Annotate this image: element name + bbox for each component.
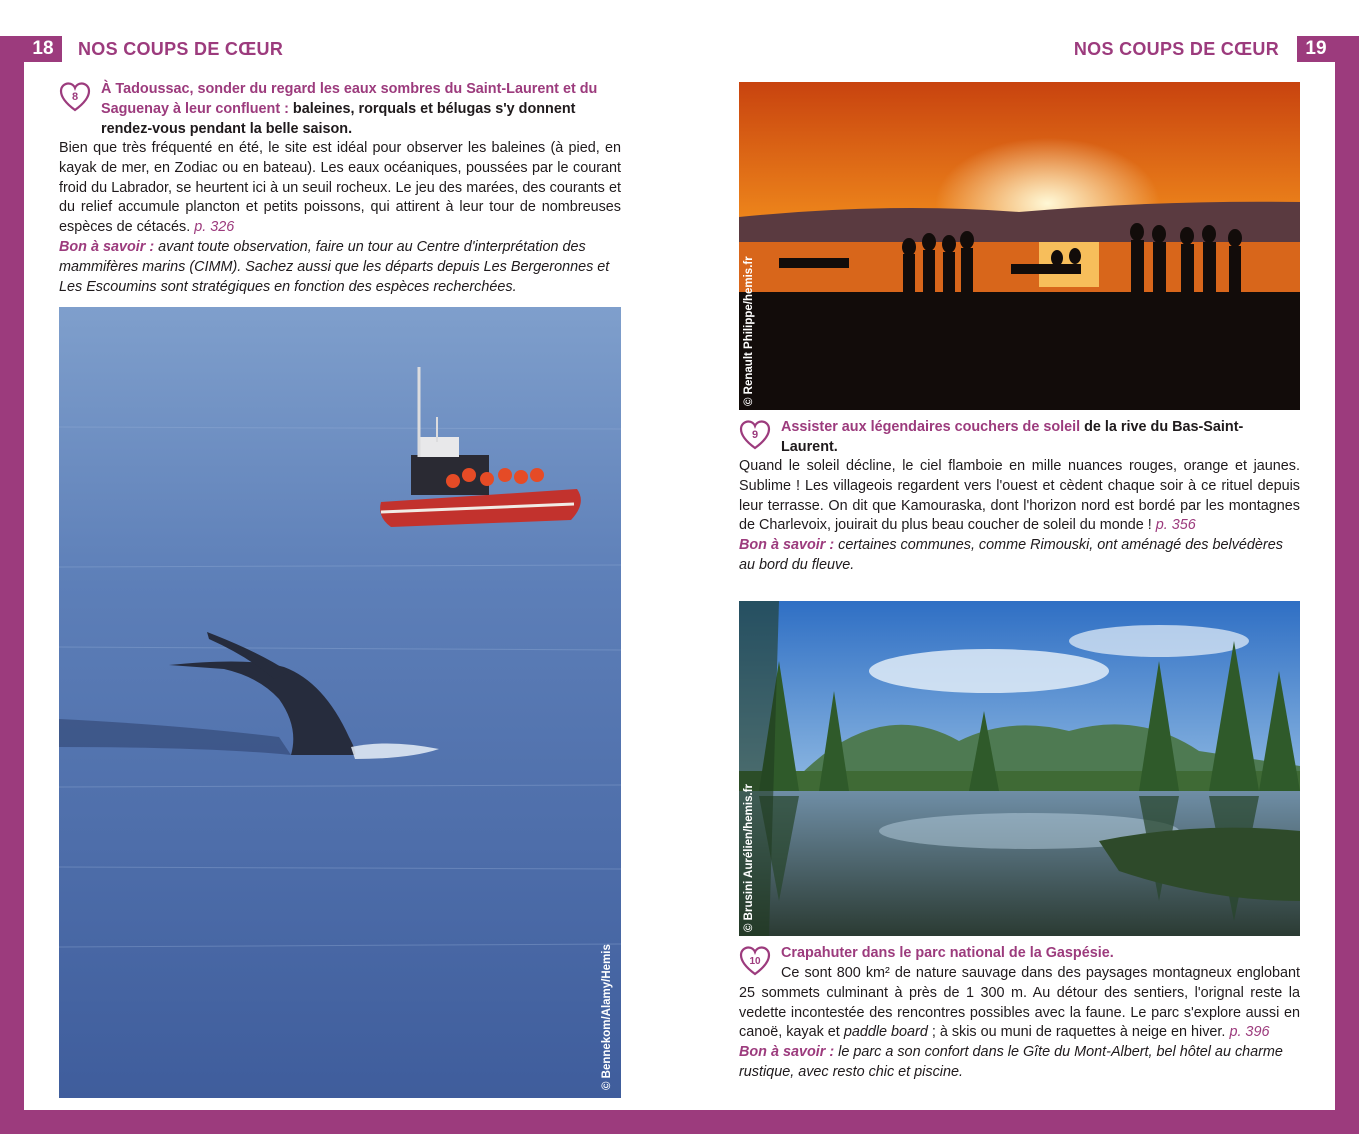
entry-8-tip-text: avant toute observation, faire un tour au Centre d'interprétation des mammifères marins (CIMM). Sachez aussi que les départs depuis Les Bergeronnes et Les Escoumins sont stratégiques en fonction des espèces recherchées. xyxy=(59,238,610,295)
entry-10-lead xyxy=(781,944,1300,964)
entry-8-text xyxy=(59,139,621,297)
lake-forest-photo xyxy=(739,601,1300,936)
entry-9-tip-label: Bon à savoir : xyxy=(739,537,835,554)
whale-photo-credit: © Bennekom/Alamy/Hemis xyxy=(601,944,613,1090)
entry-9-page-ref[interactable]: p. 356 xyxy=(1155,517,1196,534)
entry-8-tip-label: Bon à savoir : xyxy=(59,238,155,255)
entry-9-body: Quand le soleil décline, le ciel flamboie en mille nuances rouges, orange et jaunes. Sublime ! Les villageois regardent vers l'ouest et cèdent chaque soir à ce rituel depuis leur terrasse. On dit que Kamouraska, dont l'horizon nord est bordé par les montagnes de Charlevoix, jouirait du plus beau coucher de soleil du monde ! xyxy=(739,458,1300,534)
entry-10-body-end: ; à skis ou muni de raquettes à neige en hiver. xyxy=(931,1024,1226,1041)
svg-text:10: 10 xyxy=(749,956,761,967)
entry-10-tip-text: le parc a son confort dans le Gîte du Mont-Albert, bel hôtel au charme rustique, avec resto chic et piscine. xyxy=(739,1044,1283,1080)
entry-9-tip-text: certaines communes, comme Rimouski, ont aménagé des belvédères au bord du fleuve. xyxy=(739,537,1283,573)
whale-watching-photo xyxy=(59,307,621,1098)
entry-10-body: Ce sont 800 km² de nature sauvage dans des paysages montagneux englobant 25 sommets culminant à près de 1 300 m. Au détour des sentiers, l'orignal reste la vedette incontestée des rencontres possibles avec la faune. Le parc s'explore aussi en canoë, kayak et xyxy=(739,965,1300,1041)
entry-9-tip xyxy=(739,536,1300,576)
entry-9-lead-subtitle: de la rive du Bas-Saint-Laurent. xyxy=(781,419,1244,455)
header-title-left: NOS COUPS DE CŒUR xyxy=(78,39,284,59)
entry-8-body-paragraph xyxy=(59,139,621,238)
svg-text:8: 8 xyxy=(71,91,79,103)
svg-text:9: 9 xyxy=(751,429,759,441)
right-border xyxy=(1335,36,1359,1134)
bottom-border xyxy=(0,1110,1359,1134)
entry-8-page-ref[interactable]: p. 326 xyxy=(194,219,235,236)
entry-10-body-italic: paddle board xyxy=(843,1024,928,1041)
entry-9-text xyxy=(739,457,1300,576)
heart-number-8-icon xyxy=(58,80,92,114)
page-number-right: 19 xyxy=(1297,36,1335,62)
entry-8-lead xyxy=(101,80,621,139)
heart-number-9-icon xyxy=(738,418,772,452)
entry-9-body-paragraph xyxy=(739,457,1300,536)
entry-10-body-paragraph xyxy=(739,964,1300,1043)
entry-8-lead-title: À Tadoussac, sonder du regard les eaux sombres du Saint-Laurent et du Saguenay à leur confluent : xyxy=(101,81,598,117)
entry-8-body: Bien que très fréquenté en été, le site est idéal pour observer les baleines (à pied, en kayak de mer, en Zodiac ou en bateau). Les eaux océaniques, poussées par le courant froid du Labrador, se heurtent ici à un seuil rocheux. Le jeu des marées, des courants et du relief accumule plancton et petits poissons, qui attirent à leur tour de nombreuses espèces de cétacés. xyxy=(59,140,621,236)
entry-10-text xyxy=(739,964,1300,1083)
entry-10-page-ref[interactable]: p. 396 xyxy=(1229,1024,1270,1041)
lake-photo-credit: © Brusini Aurélien/hemis.fr xyxy=(743,784,755,932)
entry-10-tip-label: Bon à savoir : xyxy=(739,1044,835,1061)
page-number-left: 18 xyxy=(24,36,62,62)
entry-9-lead-title: Assister aux légendaires couchers de soleil xyxy=(781,419,1081,435)
header-title-right: NOS COUPS DE CŒUR xyxy=(1073,39,1279,59)
left-border xyxy=(0,36,24,1134)
sunset-photo-credit: © Renault Philippe/hemis.fr xyxy=(743,256,755,406)
entry-10-tip xyxy=(739,1043,1300,1083)
sunset-photo xyxy=(739,82,1300,410)
entry-8-tip xyxy=(59,238,621,297)
entry-10-lead-title: Crapahuter dans le parc national de la Gaspésie. xyxy=(781,945,1114,961)
entry-8-lead-subtitle: baleines, rorquals et bélugas s'y donnent rendez-vous pendant la belle saison. xyxy=(101,100,576,137)
entry-9-lead xyxy=(781,418,1300,458)
